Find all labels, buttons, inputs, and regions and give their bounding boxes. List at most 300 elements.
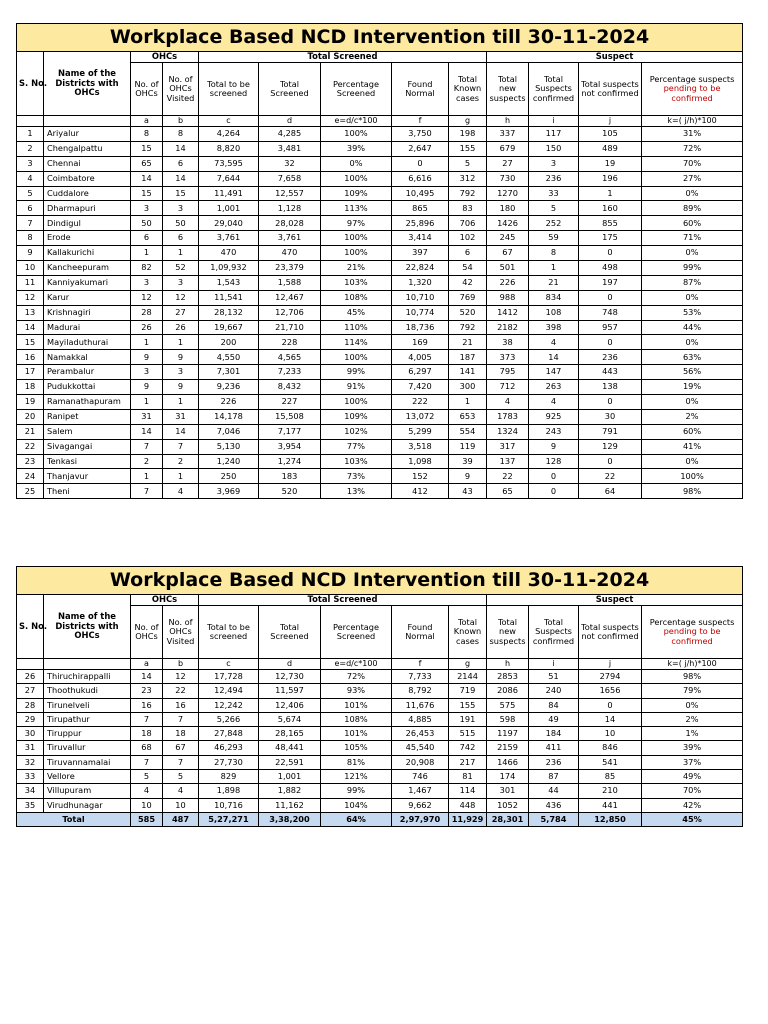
table-row: [17, 798, 743, 812]
table-cell: 1,588: [259, 275, 321, 290]
table-cell: 100%: [642, 469, 743, 484]
district-name-cell: Perambalur: [44, 365, 131, 380]
table-cell: 87: [529, 770, 579, 784]
table-cell: 7,733: [392, 670, 449, 684]
ncd-table-1: [16, 23, 743, 499]
table-row: [17, 365, 743, 380]
district-name-cell: Tenkasi: [44, 454, 131, 469]
table-row: [17, 424, 743, 439]
table-row: [17, 380, 743, 395]
pct-screened-header: Percentage Screened: [321, 63, 392, 116]
table-cell: 20,908: [392, 755, 449, 769]
table-cell: 397: [392, 246, 449, 261]
not-confirmed-header: Total suspects not confirmed: [579, 63, 642, 116]
serial-number-cell: 18: [17, 380, 44, 395]
table-row: [17, 712, 743, 726]
table-cell: 448: [449, 798, 487, 812]
district-name-cell: Thoothukudi: [44, 684, 131, 698]
table-cell: 412: [392, 484, 449, 499]
table-cell: 3,38,200: [259, 812, 321, 826]
table-cell: 337: [487, 127, 529, 142]
table-cell: 4,005: [392, 350, 449, 365]
table-cell: 10: [131, 798, 163, 812]
table-cell: 91%: [321, 380, 392, 395]
table-row: [17, 231, 743, 246]
table-cell: 9: [163, 350, 199, 365]
table-cell: 585: [131, 812, 163, 826]
table-row: [17, 201, 743, 216]
table-cell: 1%: [642, 727, 743, 741]
table-cell: 104%: [321, 798, 392, 812]
table-cell: 1: [163, 335, 199, 350]
table-cell: 2%: [642, 712, 743, 726]
table-title: Workplace Based NCD Intervention till 30-11-2024: [17, 567, 743, 595]
table-cell: 60%: [642, 424, 743, 439]
table-cell: 1412: [487, 305, 529, 320]
table-cell: 4,264: [199, 127, 259, 142]
table-cell: 77%: [321, 439, 392, 454]
table-cell: 128: [529, 454, 579, 469]
serial-number-cell: 3: [17, 156, 44, 171]
table-cell: 27,848: [199, 727, 259, 741]
table-cell: 6,297: [392, 365, 449, 380]
ncd-table-2: [16, 566, 743, 827]
table-cell: 119: [449, 439, 487, 454]
table-cell: 8: [529, 246, 579, 261]
table-cell: 0: [579, 290, 642, 305]
table-cell: 56%: [642, 365, 743, 380]
letter-a: a: [131, 116, 163, 127]
table-cell: 1: [163, 246, 199, 261]
district-name-cell: Tiruppur: [44, 727, 131, 741]
table-cell: 52: [163, 261, 199, 276]
confirmed-header: Total Suspects confirmed: [529, 606, 579, 659]
table-cell: 10,710: [392, 290, 449, 305]
table-cell: 73,595: [199, 156, 259, 171]
table-cell: 3: [131, 275, 163, 290]
letter-g: g: [449, 116, 487, 127]
district-name-cell: Sivagangai: [44, 439, 131, 454]
district-name-cell: Villupuram: [44, 784, 131, 798]
letter-f: f: [392, 659, 449, 670]
table-cell: 0: [579, 698, 642, 712]
table-cell: 26: [131, 320, 163, 335]
serial-number-cell: 14: [17, 320, 44, 335]
serial-number-cell: 12: [17, 290, 44, 305]
table-cell: 4: [529, 395, 579, 410]
table-cell: 27%: [642, 171, 743, 186]
district-name-cell: Cuddalore: [44, 186, 131, 201]
table-cell: 226: [199, 395, 259, 410]
table-cell: 60%: [642, 216, 743, 231]
table-cell: 16: [131, 698, 163, 712]
district-name-cell: Tiruvallur: [44, 741, 131, 755]
table-cell: 141: [449, 365, 487, 380]
table-cell: 769: [449, 290, 487, 305]
serial-number-cell: 31: [17, 741, 44, 755]
serial-number-cell: 33: [17, 770, 44, 784]
sno-header: S. No.: [17, 595, 44, 659]
table-cell: 3,969: [199, 484, 259, 499]
table-cell: 12,406: [259, 698, 321, 712]
table-row: [17, 409, 743, 424]
table-cell: 301: [487, 784, 529, 798]
table-cell: 21%: [321, 261, 392, 276]
table-cell: 0: [392, 156, 449, 171]
table-cell: 742: [449, 741, 487, 755]
table-cell: 1,240: [199, 454, 259, 469]
table-row: [17, 784, 743, 798]
table-cell: 70%: [642, 156, 743, 171]
table-cell: 152: [392, 469, 449, 484]
table-cell: 17,728: [199, 670, 259, 684]
table-cell: 7: [163, 439, 199, 454]
table-cell: 22,824: [392, 261, 449, 276]
serial-number-cell: 5: [17, 186, 44, 201]
table-cell: 184: [529, 727, 579, 741]
table-cell: 834: [529, 290, 579, 305]
table-cell: 68: [131, 741, 163, 755]
table-cell: 83: [449, 201, 487, 216]
table-row: [17, 290, 743, 305]
letter-i: i: [529, 659, 579, 670]
table-cell: 121%: [321, 770, 392, 784]
pct-pending-header: Percentage suspects pending to be confirmed: [642, 606, 743, 659]
table-row: [17, 186, 743, 201]
table-cell: 70%: [642, 784, 743, 798]
table-title: Workplace Based NCD Intervention till 30-11-2024: [17, 24, 743, 52]
table-cell: 45%: [642, 812, 743, 826]
table-cell: 18: [131, 727, 163, 741]
letter-j: j: [579, 659, 642, 670]
to-screen-header: Total to be screened: [199, 606, 259, 659]
formula-row: [17, 659, 743, 670]
table-cell: 865: [392, 201, 449, 216]
table-cell: 1,320: [392, 275, 449, 290]
table-cell: 109%: [321, 186, 392, 201]
table-cell: 1,098: [392, 454, 449, 469]
table-cell: 443: [579, 365, 642, 380]
screened-header: Total Screened: [259, 606, 321, 659]
known-cases-header: Total Known cases: [449, 63, 487, 116]
table-cell: 98%: [642, 670, 743, 684]
table-cell: 0: [529, 484, 579, 499]
table-cell: 11,491: [199, 186, 259, 201]
table-cell: 110%: [321, 320, 392, 335]
table-cell: 59: [529, 231, 579, 246]
table-cell: 706: [449, 216, 487, 231]
district-name-cell: Theni: [44, 484, 131, 499]
table-cell: 38: [487, 335, 529, 350]
table-cell: 7: [131, 712, 163, 726]
table-cell: 515: [449, 727, 487, 741]
table-row: [17, 484, 743, 499]
serial-number-cell: 35: [17, 798, 44, 812]
table-cell: 200: [199, 335, 259, 350]
serial-number-cell: 28: [17, 698, 44, 712]
table-cell: 84: [529, 698, 579, 712]
serial-number-cell: 30: [17, 727, 44, 741]
table-cell: 470: [259, 246, 321, 261]
table-cell: 14: [163, 141, 199, 156]
table-cell: 45,540: [392, 741, 449, 755]
table-cell: 1,543: [199, 275, 259, 290]
table-cell: 1,467: [392, 784, 449, 798]
new-suspects-header: Total new suspects: [487, 63, 529, 116]
serial-number-cell: 10: [17, 261, 44, 276]
table-cell: 41%: [642, 439, 743, 454]
table-cell: 398: [529, 320, 579, 335]
to-screen-header: Total to be screened: [199, 63, 259, 116]
district-name-cell: Salem: [44, 424, 131, 439]
table-cell: 19: [579, 156, 642, 171]
table-cell: 9: [163, 380, 199, 395]
letter-g: g: [449, 659, 487, 670]
table-cell: 12,557: [259, 186, 321, 201]
table-cell: 470: [199, 246, 259, 261]
table-row: [17, 670, 743, 684]
table-cell: 97%: [321, 216, 392, 231]
table-cell: 0%: [642, 246, 743, 261]
table-row: [17, 698, 743, 712]
table-cell: 730: [487, 171, 529, 186]
table-cell: 6: [449, 246, 487, 261]
table-cell: 101%: [321, 698, 392, 712]
table-cell: 0%: [321, 156, 392, 171]
table-cell: 15: [131, 141, 163, 156]
table-cell: 0: [579, 395, 642, 410]
table-cell: 4,565: [259, 350, 321, 365]
table-row: [17, 246, 743, 261]
table-cell: 12: [163, 290, 199, 305]
table-cell: 3,761: [199, 231, 259, 246]
table-cell: 51: [529, 670, 579, 684]
total-screened-group-header: Total Screened: [199, 52, 487, 63]
table-cell: 5: [529, 201, 579, 216]
table-row: [17, 156, 743, 171]
table-cell: 712: [487, 380, 529, 395]
table-cell: 109%: [321, 409, 392, 424]
table-cell: 10: [579, 727, 642, 741]
table-cell: 7: [131, 755, 163, 769]
table-cell: 22,591: [259, 755, 321, 769]
table-cell: 79%: [642, 684, 743, 698]
table-cell: 14: [131, 424, 163, 439]
table-cell: 653: [449, 409, 487, 424]
table-cell: 15,508: [259, 409, 321, 424]
table-cell: 7: [131, 484, 163, 499]
table-cell: 54: [449, 261, 487, 276]
table-cell: 180: [487, 201, 529, 216]
table-cell: 5,266: [199, 712, 259, 726]
serial-number-cell: 20: [17, 409, 44, 424]
table-cell: 2: [131, 454, 163, 469]
table-cell: 44: [529, 784, 579, 798]
table-cell: 226: [487, 275, 529, 290]
table-cell: 5,674: [259, 712, 321, 726]
serial-number-cell: 19: [17, 395, 44, 410]
table-cell: 8: [163, 127, 199, 142]
table-cell: 105%: [321, 741, 392, 755]
table-cell: 0: [579, 335, 642, 350]
table-cell: 1,09,932: [199, 261, 259, 276]
table-cell: 160: [579, 201, 642, 216]
table-row: [17, 727, 743, 741]
district-name-cell: Thanjavur: [44, 469, 131, 484]
table-cell: 792: [449, 186, 487, 201]
table-cell: 64: [579, 484, 642, 499]
table-row: [17, 141, 743, 156]
new-suspects-header: Total new suspects: [487, 606, 529, 659]
table-cell: 147: [529, 365, 579, 380]
table-cell: 6: [131, 231, 163, 246]
table-cell: 679: [487, 141, 529, 156]
letter-e: e=d/c*100: [321, 116, 392, 127]
table-cell: 3: [163, 365, 199, 380]
table-cell: 1,001: [259, 770, 321, 784]
table-cell: 169: [392, 335, 449, 350]
table-cell: 99%: [321, 365, 392, 380]
table-cell: 3: [131, 365, 163, 380]
table-cell: 67: [487, 246, 529, 261]
table-cell: 0%: [642, 454, 743, 469]
table-cell: 105: [579, 127, 642, 142]
table-cell: 8,792: [392, 684, 449, 698]
no-ohcs-header: No. of OHCs: [131, 63, 163, 116]
table-cell: 22: [163, 684, 199, 698]
table-cell: 5: [163, 770, 199, 784]
table-cell: 100%: [321, 231, 392, 246]
table-cell: 5,130: [199, 439, 259, 454]
table-cell: 93%: [321, 684, 392, 698]
table-cell: 1466: [487, 755, 529, 769]
serial-number-cell: 17: [17, 365, 44, 380]
district-name-cell: Madurai: [44, 320, 131, 335]
table-cell: 31: [131, 409, 163, 424]
table-cell: 12,494: [199, 684, 259, 698]
table-cell: 198: [449, 127, 487, 142]
letter-c: c: [199, 116, 259, 127]
table-cell: 487: [163, 812, 199, 826]
table-cell: 0: [579, 246, 642, 261]
table-cell: 7,658: [259, 171, 321, 186]
table-cell: 13%: [321, 484, 392, 499]
table-cell: 2144: [449, 670, 487, 684]
table-cell: 795: [487, 365, 529, 380]
table-cell: 39%: [321, 141, 392, 156]
table-cell: 1270: [487, 186, 529, 201]
table-cell: 12,467: [259, 290, 321, 305]
total-screened-group-header: Total Screened: [199, 595, 487, 606]
table-cell: 12,730: [259, 670, 321, 684]
table-row: [17, 755, 743, 769]
table-cell: 1: [163, 469, 199, 484]
letter-a: a: [131, 659, 163, 670]
table-cell: 87%: [642, 275, 743, 290]
table-cell: 27: [163, 305, 199, 320]
table-cell: 245: [487, 231, 529, 246]
table-cell: 64%: [321, 812, 392, 826]
district-name-cell: Chengalpattu: [44, 141, 131, 156]
table-cell: 8,820: [199, 141, 259, 156]
table-cell: 3,518: [392, 439, 449, 454]
table-cell: 50: [131, 216, 163, 231]
serial-number-cell: 13: [17, 305, 44, 320]
table-cell: 227: [259, 395, 321, 410]
table-cell: 3: [163, 275, 199, 290]
table-cell: 10,774: [392, 305, 449, 320]
district-header: Name of the Districts with OHCs: [44, 52, 131, 116]
table-cell: 6: [163, 231, 199, 246]
table-cell: 2853: [487, 670, 529, 684]
table-cell: 5,784: [529, 812, 579, 826]
table-cell: 129: [579, 439, 642, 454]
table-cell: 28: [131, 305, 163, 320]
table-cell: 1324: [487, 424, 529, 439]
table-cell: 31%: [642, 127, 743, 142]
table-cell: 236: [529, 171, 579, 186]
table-cell: 3,750: [392, 127, 449, 142]
table-cell: 9: [449, 469, 487, 484]
table-cell: 243: [529, 424, 579, 439]
table-cell: 4: [131, 784, 163, 798]
table-cell: 39%: [642, 741, 743, 755]
table-cell: 13,072: [392, 409, 449, 424]
table-cell: 1: [131, 395, 163, 410]
table-cell: 21: [449, 335, 487, 350]
pct-pending-header: Percentage suspects pending to be confirmed: [642, 63, 743, 116]
district-name-cell: Kancheepuram: [44, 261, 131, 276]
table-row: [17, 171, 743, 186]
table-cell: 988: [487, 290, 529, 305]
table-cell: 1,128: [259, 201, 321, 216]
table-cell: 2%: [642, 409, 743, 424]
table-cell: 100%: [321, 246, 392, 261]
table-cell: 236: [529, 755, 579, 769]
table-cell: 7: [163, 712, 199, 726]
district-name-cell: Dharmapuri: [44, 201, 131, 216]
table-cell: 541: [579, 755, 642, 769]
table-row: [17, 216, 743, 231]
district-name-cell: Chennai: [44, 156, 131, 171]
table-cell: 7,420: [392, 380, 449, 395]
letter-k: k=( j/h)*100: [642, 659, 743, 670]
table-cell: 1,274: [259, 454, 321, 469]
table-row: [17, 275, 743, 290]
table-cell: 9: [131, 350, 163, 365]
table-cell: 28,301: [487, 812, 529, 826]
total-row: [17, 812, 743, 826]
table-cell: 138: [579, 380, 642, 395]
letter-f: f: [392, 116, 449, 127]
table-cell: 19,667: [199, 320, 259, 335]
table-cell: 7: [131, 439, 163, 454]
table-cell: 1052: [487, 798, 529, 812]
serial-number-cell: 27: [17, 684, 44, 698]
district-name-cell: Karur: [44, 290, 131, 305]
ohcs-group-header: OHCs: [131, 595, 199, 606]
found-normal-header: Found Normal: [392, 63, 449, 116]
serial-number-cell: 24: [17, 469, 44, 484]
table-cell: 236: [579, 350, 642, 365]
table-cell: 240: [529, 684, 579, 698]
table-row: [17, 305, 743, 320]
table-row: [17, 350, 743, 365]
serial-number-cell: 6: [17, 201, 44, 216]
table-cell: 228: [259, 335, 321, 350]
table-cell: 9,662: [392, 798, 449, 812]
serial-number-cell: 9: [17, 246, 44, 261]
